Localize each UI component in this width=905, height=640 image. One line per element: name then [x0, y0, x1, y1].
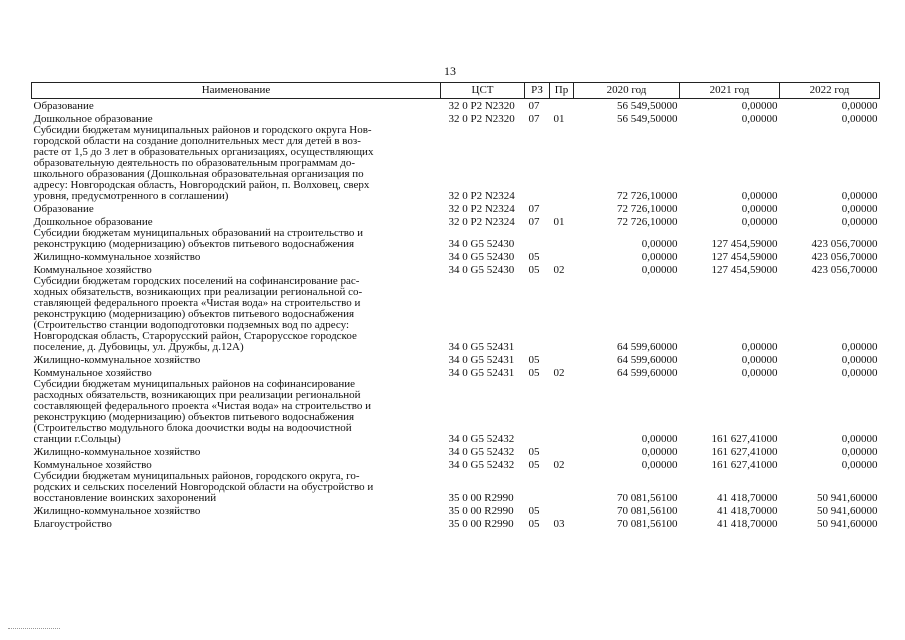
row-2021-cell: 0,00000: [741, 189, 778, 202]
row-name-cell: Коммунальное хозяйство: [33, 458, 152, 471]
row-pr-cell: [550, 445, 574, 458]
row-2022-cell: 50 941,60000: [817, 504, 878, 517]
row-name-cell: Субсидии бюджетам муниципальных районов, городского округа, го- родских и сельских поселений Новгородской области на обустройство и восстановление воинских захоронений: [33, 469, 374, 504]
table-row: [32, 276, 880, 353]
row-pr-cell: 03: [553, 517, 565, 530]
row-2020-cell: 0,00000: [641, 250, 678, 263]
row-2022-cell: 0,00000: [841, 366, 878, 379]
row-tsst-cell: 32 0 P2 N2324: [448, 189, 515, 202]
table-row: [32, 125, 880, 202]
row-name-cell: Образование: [33, 202, 94, 215]
row-name-cell: Субсидии бюджетам муниципальных районов на софинансирование расходных обязательств, возникающих при реализации региональной составляющей федерального проекта «Чистая вода» на строительство и реконструкцию (модернизацию) объектов питьевого водоснабжения (Строительство модульного блока доочистки воды на водоочистной станции г.Сольцы): [33, 377, 371, 445]
page-number: 13: [444, 64, 456, 78]
row-2021-cell: 41 418,70000: [717, 517, 778, 530]
row-rz-cell: 07: [528, 215, 540, 228]
row-pr-cell: [550, 504, 574, 517]
footer-dotted-mark: [8, 628, 60, 629]
row-tsst-cell: 35 0 00 R2990: [448, 504, 514, 517]
row-name-cell: Жилищно-коммунальное хозяйство: [33, 504, 201, 517]
row-2022-cell: 0,00000: [841, 99, 878, 112]
row-2022-cell: 50 941,60000: [817, 491, 878, 504]
column-header-2020: 2020 год: [574, 83, 680, 99]
row-name-cell: Жилищно-коммунальное хозяйство: [33, 250, 201, 263]
row-pr-cell: [550, 99, 574, 112]
table-row: [32, 517, 880, 530]
row-rz-cell: [525, 276, 550, 353]
row-name-cell: Дошкольное образование: [33, 112, 153, 125]
row-2022-cell: 0,00000: [841, 202, 878, 215]
row-tsst-cell: 34 0 G5 52430: [448, 250, 515, 263]
table-row: [32, 504, 880, 517]
row-rz-cell: 05: [528, 504, 540, 517]
row-2022-cell: 423 056,70000: [811, 237, 878, 250]
row-name-cell: Субсидии бюджетам городских поселений на софинансирование рас- ходных обязательств, возникающих при реализации региональной со- ставляющей федерального проекта «Чистая вода» на строительство и реконструкцию (модернизацию) объектов питьевого водоснабжения (Строительство станции водоподготовки подземных вод по адресу: Новгородская область, Старорусский район, Старорусское городское поселение, д. Дубовицы, ул. Дружбы, д.12А): [33, 274, 363, 353]
row-pr-cell: [550, 202, 574, 215]
table-row: [32, 471, 880, 504]
table-row: [32, 202, 880, 215]
row-2020-cell: 0,00000: [641, 432, 678, 445]
table-row: [32, 215, 880, 228]
row-pr-cell: 02: [553, 366, 565, 379]
row-pr-cell: 01: [553, 215, 565, 228]
table-row: [32, 379, 880, 445]
row-pr-cell: [550, 353, 574, 366]
row-2022-cell: 423 056,70000: [811, 263, 878, 276]
row-2020-cell: 0,00000: [641, 458, 678, 471]
row-2022-cell: 50 941,60000: [817, 517, 878, 530]
row-2022-cell: 0,00000: [841, 112, 878, 125]
row-2020-cell: 64 599,60000: [617, 340, 678, 353]
row-tsst-cell: 34 0 G5 52430: [448, 263, 515, 276]
row-rz-cell: 05: [528, 250, 540, 263]
row-rz-cell: 05: [528, 517, 540, 530]
table-row: [32, 250, 880, 263]
row-2021-cell: 161 627,41000: [711, 445, 778, 458]
row-2021-cell: 0,00000: [741, 215, 778, 228]
row-name-cell: Коммунальное хозяйство: [33, 366, 152, 379]
column-header-name: Наименование: [32, 83, 441, 99]
row-pr-cell: [550, 276, 574, 353]
row-pr-cell: [550, 379, 574, 445]
row-2020-cell: 72 726,10000: [617, 215, 678, 228]
row-2021-cell: 0,00000: [741, 202, 778, 215]
row-2022-cell: 0,00000: [841, 340, 878, 353]
row-2020-cell: 0,00000: [641, 263, 678, 276]
table-row: [32, 458, 880, 471]
row-pr-cell: [550, 125, 574, 202]
row-tsst-cell: 34 0 G5 52430: [448, 237, 515, 250]
column-header-2022: 2022 год: [780, 83, 880, 99]
row-pr-cell: 02: [553, 263, 565, 276]
row-tsst-cell: 34 0 G5 52432: [448, 432, 515, 445]
row-2020-cell: 72 726,10000: [617, 189, 678, 202]
column-header-2021: 2021 год: [680, 83, 780, 99]
row-2021-cell: 0,00000: [741, 112, 778, 125]
row-2021-cell: 0,00000: [741, 340, 778, 353]
row-2021-cell: 0,00000: [741, 353, 778, 366]
column-header-pr: Пр: [550, 83, 574, 99]
row-2020-cell: 56 549,50000: [617, 112, 678, 125]
row-pr-cell: [550, 228, 574, 250]
row-name-cell: Благоустройство: [33, 517, 112, 530]
row-tsst-cell: 34 0 G5 52431: [448, 340, 515, 353]
row-tsst-cell: 32 0 P2 N2324: [448, 202, 515, 215]
row-name-cell: Жилищно-коммунальное хозяйство: [33, 445, 201, 458]
row-2020-cell: 72 726,10000: [617, 202, 678, 215]
row-rz-cell: 05: [528, 353, 540, 366]
budget-table: [31, 82, 880, 530]
row-name-cell: Субсидии бюджетам муниципальных районов и городского округа Нов- городской области на создание дополнительных мест для детей в воз- расте от 1,5 до 3 лет в образовательных организациях, осуществляющих образовательную деятельность по образовательным программам до- школьного образования (Дошкольная образовательная организация по адресу: Новгородская область, Новгородский район, п. Волховец, сверх уровня, предусмотренного в соглашении): [33, 123, 374, 202]
row-name-cell: Жилищно-коммунальное хозяйство: [33, 353, 201, 366]
row-2021-cell: 161 627,41000: [711, 432, 778, 445]
row-tsst-cell: 34 0 G5 52431: [448, 353, 515, 366]
row-2021-cell: 0,00000: [741, 99, 778, 112]
row-pr-cell: 02: [553, 458, 565, 471]
row-tsst-cell: 32 0 P2 N2320: [448, 112, 515, 125]
table-header-row: [32, 83, 880, 99]
table-row: [32, 353, 880, 366]
row-2022-cell: 0,00000: [841, 189, 878, 202]
row-rz-cell: 07: [528, 112, 540, 125]
row-2020-cell: 56 549,50000: [617, 99, 678, 112]
row-rz-cell: 07: [528, 99, 540, 112]
row-name-cell: Коммунальное хозяйство: [33, 263, 152, 276]
table-row: [32, 112, 880, 125]
row-2021-cell: 41 418,70000: [717, 491, 778, 504]
row-name-cell: Субсидии бюджетам муниципальных образований на строительство и реконструкцию (модернизацию) объектов питьевого водоснабжения: [33, 226, 364, 250]
row-tsst-cell: 34 0 G5 52431: [448, 366, 515, 379]
row-2022-cell: 0,00000: [841, 353, 878, 366]
row-2021-cell: 0,00000: [741, 366, 778, 379]
row-rz-cell: [525, 228, 550, 250]
table-row: [32, 366, 880, 379]
table-row: [32, 99, 880, 112]
table-row: [32, 228, 880, 250]
row-2020-cell: 70 081,56100: [617, 504, 678, 517]
row-pr-cell: [550, 471, 574, 504]
row-name-cell: Образование: [33, 99, 94, 112]
row-tsst-cell: 35 0 00 R2990: [448, 517, 514, 530]
row-rz-cell: [525, 125, 550, 202]
row-rz-cell: 05: [528, 445, 540, 458]
table-row: [32, 445, 880, 458]
row-2021-cell: 127 454,59000: [711, 250, 778, 263]
row-2021-cell: 127 454,59000: [711, 263, 778, 276]
row-2022-cell: 0,00000: [841, 215, 878, 228]
row-rz-cell: 05: [528, 458, 540, 471]
row-2020-cell: 0,00000: [641, 237, 678, 250]
row-pr-cell: [550, 250, 574, 263]
row-rz-cell: 07: [528, 202, 540, 215]
row-tsst-cell: 34 0 G5 52432: [448, 458, 515, 471]
row-rz-cell: [525, 471, 550, 504]
row-2020-cell: 0,00000: [641, 445, 678, 458]
row-2021-cell: 161 627,41000: [711, 458, 778, 471]
row-2022-cell: 0,00000: [841, 458, 878, 471]
row-2020-cell: 64 599,60000: [617, 353, 678, 366]
row-rz-cell: 05: [528, 366, 540, 379]
row-2022-cell: 0,00000: [841, 432, 878, 445]
row-2021-cell: 127 454,59000: [711, 237, 778, 250]
row-2020-cell: 64 599,60000: [617, 366, 678, 379]
column-header-rz: РЗ: [525, 83, 550, 99]
row-rz-cell: 05: [528, 263, 540, 276]
row-2020-cell: 70 081,56100: [617, 491, 678, 504]
row-tsst-cell: 32 0 P2 N2320: [448, 99, 515, 112]
row-tsst-cell: 32 0 P2 N2324: [448, 215, 515, 228]
row-tsst-cell: 34 0 G5 52432: [448, 445, 515, 458]
table-row: [32, 263, 880, 276]
row-2020-cell: 70 081,56100: [617, 517, 678, 530]
row-tsst-cell: 35 0 00 R2990: [448, 491, 514, 504]
row-name-cell: Дошкольное образование: [33, 215, 153, 228]
row-2021-cell: 41 418,70000: [717, 504, 778, 517]
row-pr-cell: 01: [553, 112, 565, 125]
row-rz-cell: [525, 379, 550, 445]
row-2022-cell: 0,00000: [841, 445, 878, 458]
column-header-tsst: ЦСТ: [441, 83, 525, 99]
row-2022-cell: 423 056,70000: [811, 250, 878, 263]
